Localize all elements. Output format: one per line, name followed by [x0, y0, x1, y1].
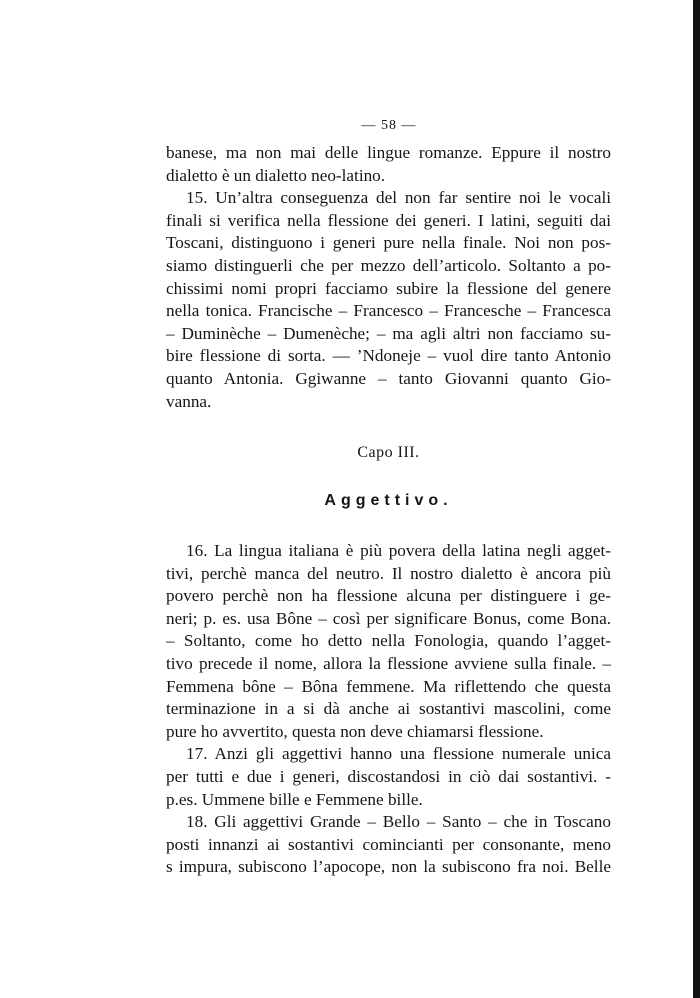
text-line: 17. Anzi gli aggettivi hanno una flessione numerale unica	[186, 744, 611, 764]
text-line: siamo distinguerli che per mezzo dell’articolo. Soltanto a po-	[166, 255, 611, 275]
page-edge	[693, 0, 700, 998]
text-line: p.es. Ummene bille e Femmene bille.	[166, 789, 423, 809]
text-line: Femmena bône – Bôna femmene. Ma riflettendo che questa	[166, 676, 611, 696]
page-number: — 58 —	[361, 118, 417, 133]
text-line: 18. Gli aggettivi Grande – Bello – Santo – che in Toscano	[186, 812, 611, 832]
text-line: posti innanzi ai sostantivi comincianti per consonante, meno	[166, 834, 611, 854]
paragraphs-before-chapter	[166, 142, 611, 413]
text-line: – Soltanto, come ho detto nella Fonologia, quando l’agget-	[166, 631, 611, 651]
text-line: dialetto è un dialetto neo-latino.	[166, 165, 386, 185]
text-line: banese, ma non mai delle lingue romanze. Eppure il nostro	[166, 143, 611, 162]
text-line: finali si verifica nella flessione dei generi. I latini, seguiti dai	[166, 210, 611, 230]
text-line: 15. Un’altra conseguenza del non far sentire noi le vocali	[186, 188, 611, 208]
text-line: tivi, perchè manca del neutro. Il nostro dialetto è ancora più	[166, 563, 611, 583]
text-line: terminazione in a si dà anche ai sostantivi mascolini, come	[166, 699, 611, 719]
chapter-title: Capo III.	[357, 444, 420, 461]
text-line: 16. La lingua italiana è più povera della latina negli agget-	[186, 541, 611, 560]
text-line: vanna.	[166, 391, 212, 411]
text-line: s impura, subiscono l’apocope, non la subiscono fra noi. Belle	[166, 857, 611, 877]
text-line: povero perchè non ha flessione alcuna per distinguere i ge-	[166, 586, 611, 606]
text-line: neri; p. es. usa Bône – così per significare Bonus, come Bona.	[166, 608, 611, 628]
text-line: Toscani, distinguono i generi pure nella finale. Noi non pos-	[166, 233, 611, 253]
text-line: chissimi nomi propri facciamo subire la flessione del genere	[166, 278, 611, 298]
text-line: per tutti e due i generi, discostandosi in ciò dai sostantivi. -	[166, 766, 611, 786]
text-line: tivo precede il nome, allora la flessione avviene sulla finale. –	[166, 653, 611, 673]
section-heading: Aggettivo.	[324, 492, 453, 509]
text-line: bire flessione di sorta. — ’Ndoneje – vuol dire tanto Antonio	[166, 346, 611, 366]
text-line: quanto Antonia. Ggiwanne – tanto Giovanni quanto Gio-	[166, 368, 611, 388]
text-line: – Duminèche – Dumenèche; – ma agli altri non facciamo su-	[166, 323, 611, 343]
text-line: nella tonica. Francische – Francesco – Francesche – Francesca	[166, 301, 611, 321]
paragraphs-aggettivo	[166, 540, 611, 879]
text-line: pure ho avvertito, questa non deve chiamarsi flessione.	[166, 721, 544, 741]
